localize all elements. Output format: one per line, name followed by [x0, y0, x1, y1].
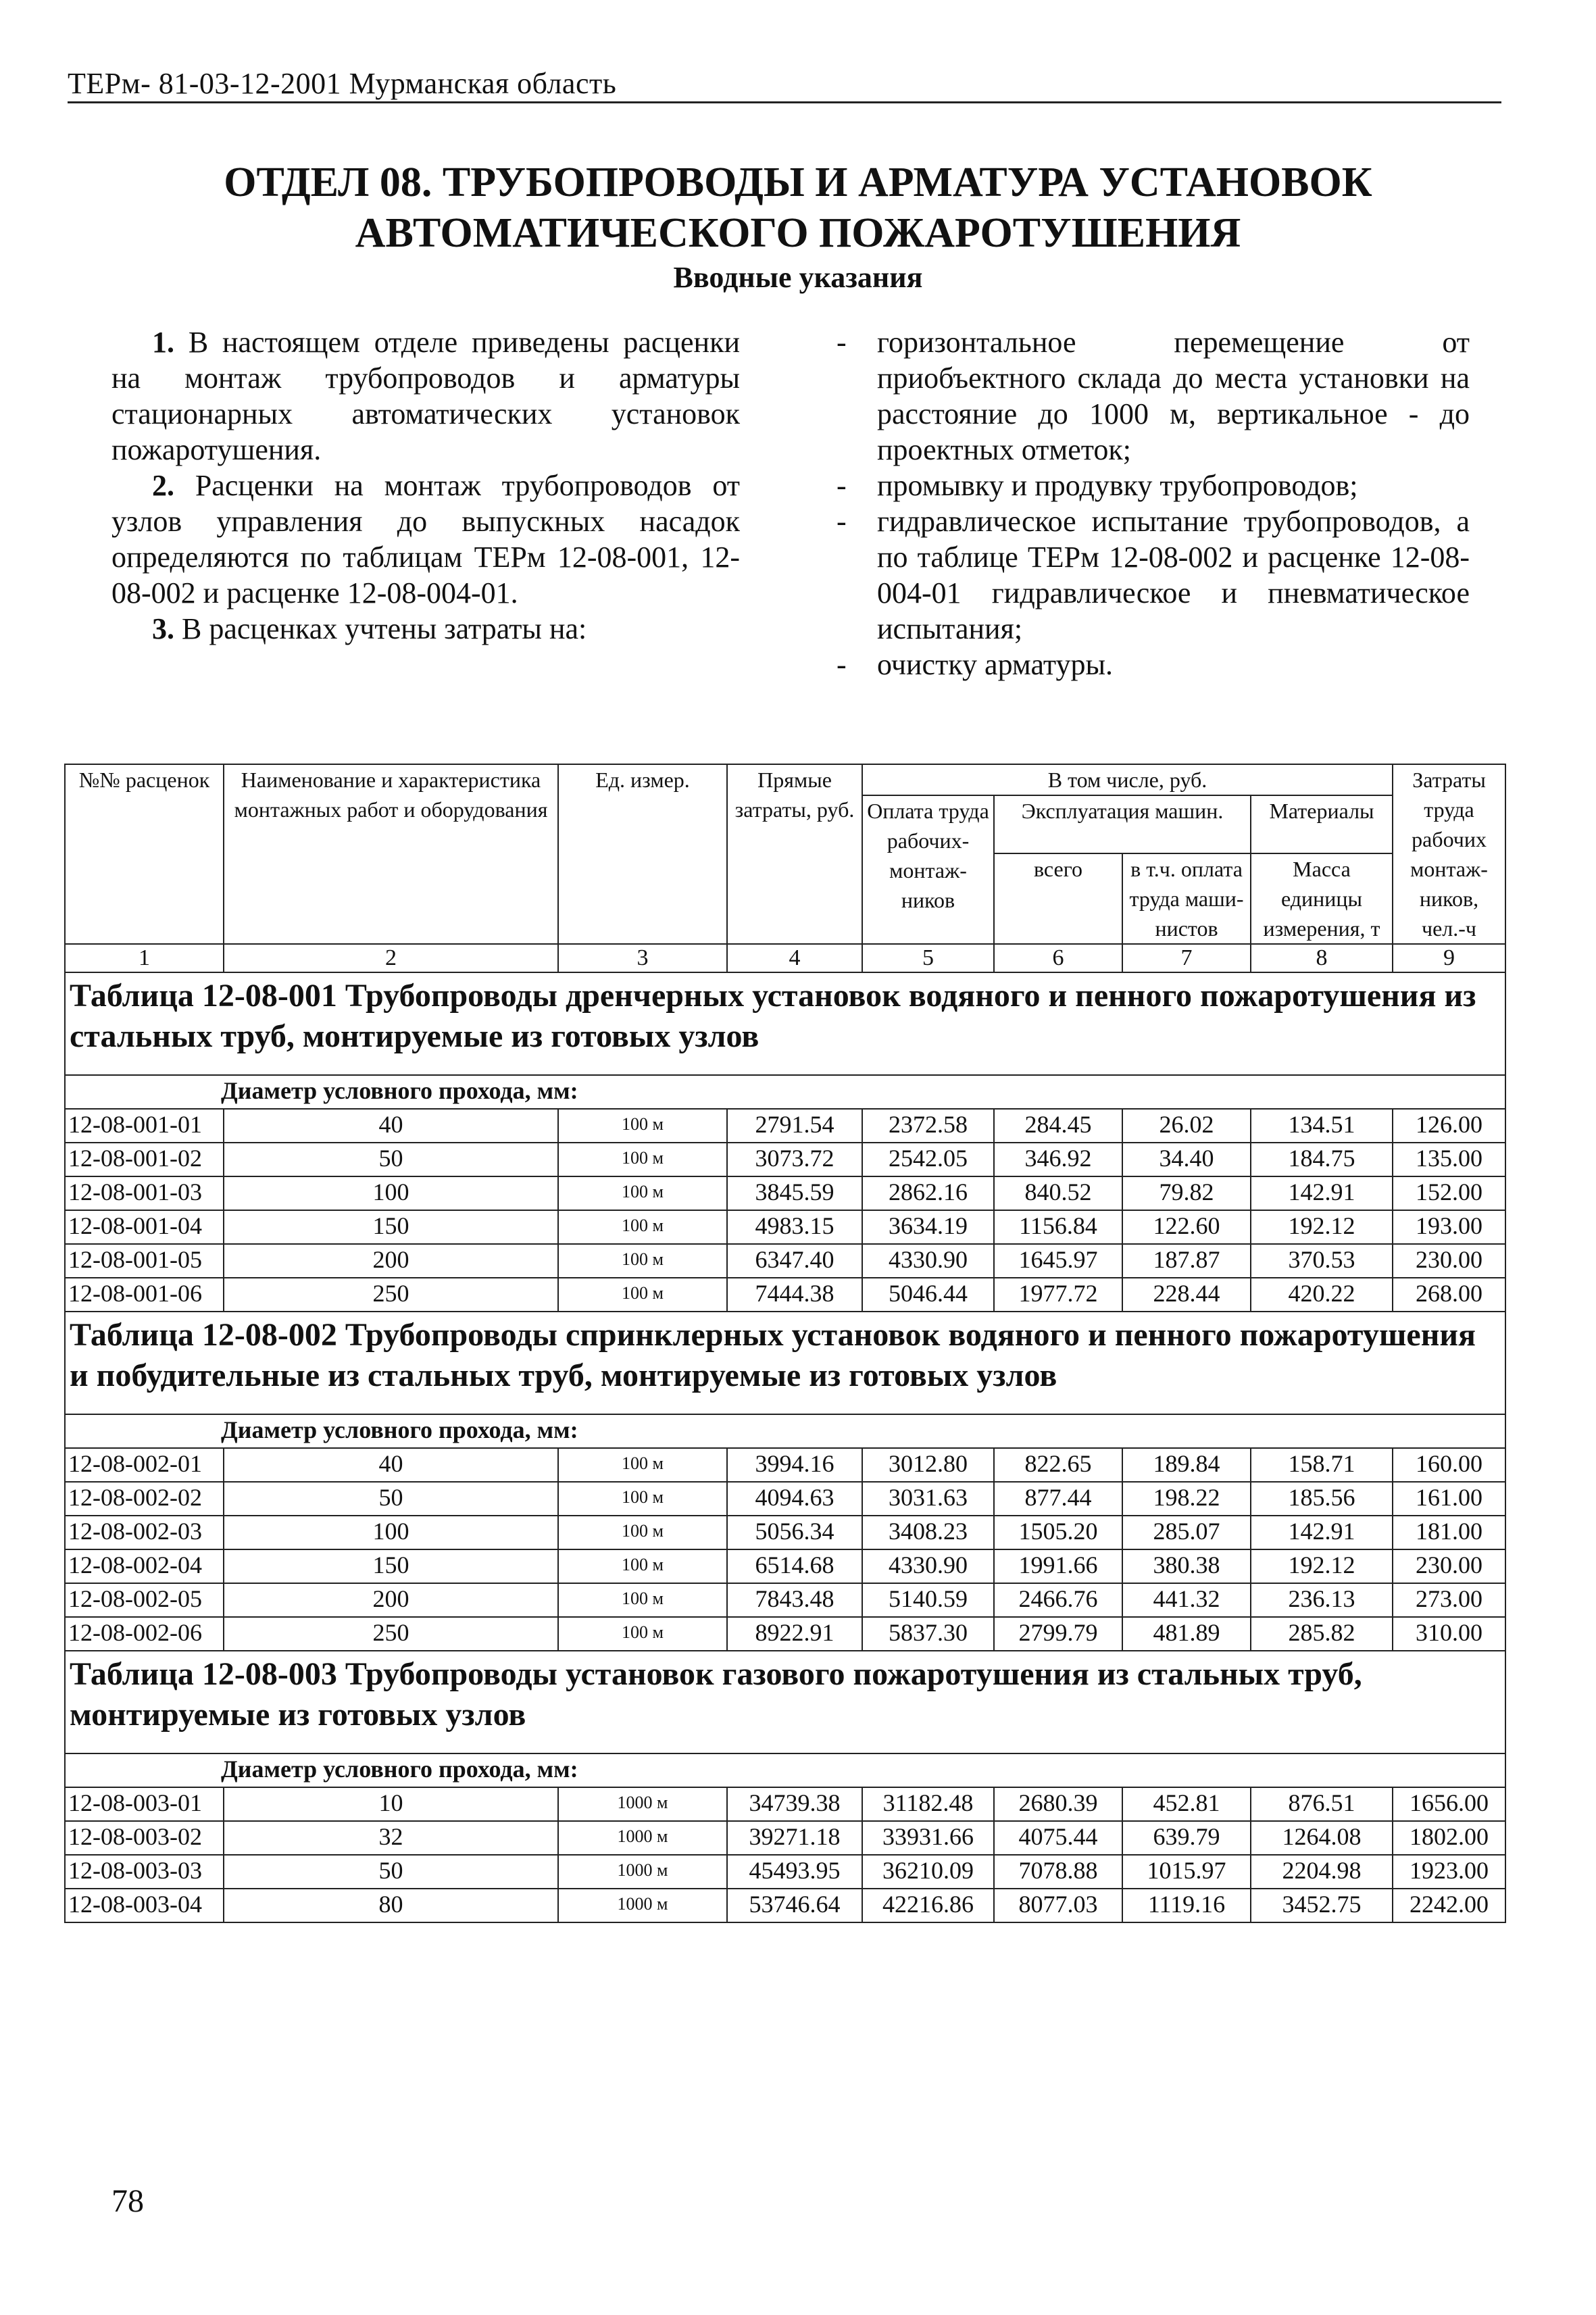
diameter: 50: [224, 1143, 558, 1176]
direct-cost: 7444.38: [727, 1278, 862, 1312]
rate-code: 12-08-003-01: [65, 1787, 224, 1821]
worker-pay: 2372.58: [862, 1109, 994, 1143]
unit: 1000 м: [558, 1855, 727, 1889]
column-number: 9: [1393, 944, 1505, 972]
rate-code: 12-08-002-05: [65, 1583, 224, 1617]
operator-pay: 34.40: [1122, 1143, 1251, 1176]
unit-mass: 285.82: [1251, 1617, 1393, 1651]
worker-pay: 4330.90: [862, 1244, 994, 1278]
operator-pay: 441.32: [1122, 1583, 1251, 1617]
column-number: 1: [65, 944, 224, 972]
table-row: [65, 1583, 1505, 1617]
table-section-title-row: [65, 1312, 1505, 1414]
worker-pay: 31182.48: [862, 1787, 994, 1821]
table-row: [65, 1143, 1505, 1176]
table-row: [65, 1855, 1505, 1889]
col-head-labor-hours: Затраты труда рабочих монтаж-ников, чел.-ч: [1393, 764, 1505, 944]
column-number: 4: [727, 944, 862, 972]
machine-total: 2680.39: [994, 1787, 1122, 1821]
diameter-subheading-row: [65, 1075, 1505, 1109]
rate-code: 12-08-001-02: [65, 1143, 224, 1176]
diameter-subheading-row: [65, 1414, 1505, 1448]
table-row: [65, 1210, 1505, 1244]
operator-pay: 285.07: [1122, 1516, 1251, 1549]
list-item: [831, 503, 1470, 647]
labor-hours: 1923.00: [1393, 1855, 1505, 1889]
list-item: [831, 647, 1470, 682]
direct-cost: 53746.64: [727, 1889, 862, 1922]
unit-mass: 420.22: [1251, 1278, 1393, 1312]
intro-paragraph-2: [111, 468, 740, 611]
rate-code: 12-08-001-01: [65, 1109, 224, 1143]
diameter-subheading-row: [65, 1753, 1505, 1787]
col-head-worker-pay: Оплата труда рабочих-монтаж-ников: [862, 795, 994, 944]
worker-pay: 36210.09: [862, 1855, 994, 1889]
unit-mass: 185.56: [1251, 1482, 1393, 1516]
rate-code: 12-08-002-02: [65, 1482, 224, 1516]
diameter-subheading: Диаметр условного прохода, мм:: [65, 1075, 1505, 1109]
labor-hours: 273.00: [1393, 1583, 1505, 1617]
unit-mass: 142.91: [1251, 1176, 1393, 1210]
diameter: 150: [224, 1549, 558, 1583]
list-dash: -: [837, 505, 847, 538]
machine-total: 1505.20: [994, 1516, 1122, 1549]
col-head-machine-operation: Эксплуатация машин.: [994, 795, 1251, 853]
paragraph-number: 2.: [152, 469, 174, 502]
header-rule: [68, 101, 1501, 103]
table-row: [65, 1617, 1505, 1651]
col-head-operator-pay: в т.ч. оплата труда маши-нистов: [1122, 853, 1251, 944]
table-row: [65, 1516, 1505, 1549]
unit-mass: 876.51: [1251, 1787, 1393, 1821]
worker-pay: 3408.23: [862, 1516, 994, 1549]
rate-code: 12-08-002-01: [65, 1448, 224, 1482]
diameter: 80: [224, 1889, 558, 1922]
rate-code: 12-08-002-06: [65, 1617, 224, 1651]
machine-total: 1156.84: [994, 1210, 1122, 1244]
section-title-line2: АВТОМАТИЧЕСКОГО ПОЖАРОТУШЕНИЯ: [355, 210, 1241, 256]
machine-total: 2466.76: [994, 1583, 1122, 1617]
table-section-title: Таблица 12-08-003 Трубопроводы установок газового пожаротушения из стальных труб, монтируемые из готовых узлов: [65, 1651, 1505, 1753]
labor-hours: 135.00: [1393, 1143, 1505, 1176]
table-row: [65, 1448, 1505, 1482]
paragraph-text: Расценки на монтаж трубопроводов от узлов управления до выпускных насадок определяются по таблицам ТЕРм 12-08-001, 12-08-002 и расценке 12-08-004-01.: [111, 469, 740, 609]
direct-cost: 4983.15: [727, 1210, 862, 1244]
unit: 1000 м: [558, 1821, 727, 1855]
paragraph-text: В расценках учтены затраты на:: [174, 612, 587, 645]
column-number: 5: [862, 944, 994, 972]
table-section-title: Таблица 12-08-002 Трубопроводы спринклерных установок водяного и пенного пожаротушения и побудительные из стальных труб, монтируемые из готовых узлов: [65, 1312, 1505, 1414]
rate-code: 12-08-001-05: [65, 1244, 224, 1278]
diameter: 100: [224, 1516, 558, 1549]
labor-hours: 230.00: [1393, 1244, 1505, 1278]
rate-code: 12-08-002-04: [65, 1549, 224, 1583]
direct-cost: 3845.59: [727, 1176, 862, 1210]
list-dash: -: [837, 469, 847, 502]
direct-cost: 8922.91: [727, 1617, 862, 1651]
worker-pay: 3031.63: [862, 1482, 994, 1516]
worker-pay: 5046.44: [862, 1278, 994, 1312]
table-row: [65, 1278, 1505, 1312]
operator-pay: 639.79: [1122, 1821, 1251, 1855]
worker-pay: 2542.05: [862, 1143, 994, 1176]
unit: 100 м: [558, 1448, 727, 1482]
list-dash: -: [837, 326, 847, 359]
worker-pay: 3012.80: [862, 1448, 994, 1482]
diameter: 40: [224, 1448, 558, 1482]
direct-cost: 45493.95: [727, 1855, 862, 1889]
column-number: 6: [994, 944, 1122, 972]
unit-mass: 3452.75: [1251, 1889, 1393, 1922]
operator-pay: 380.38: [1122, 1549, 1251, 1583]
col-head-machine-total: всего: [994, 853, 1122, 944]
worker-pay: 33931.66: [862, 1821, 994, 1855]
col-head-unit: Ед. измер.: [558, 764, 727, 944]
table-section-title-row: [65, 1651, 1505, 1753]
worker-pay: 42216.86: [862, 1889, 994, 1922]
col-head-description: Наименование и характеристика монтажных работ и оборудования: [224, 764, 558, 944]
operator-pay: 1119.16: [1122, 1889, 1251, 1922]
labor-hours: 161.00: [1393, 1482, 1505, 1516]
worker-pay: 3634.19: [862, 1210, 994, 1244]
unit: 100 м: [558, 1176, 727, 1210]
col-head-materials: Материалы: [1251, 795, 1393, 853]
labor-hours: 152.00: [1393, 1176, 1505, 1210]
labor-hours: 230.00: [1393, 1549, 1505, 1583]
unit-mass: 134.51: [1251, 1109, 1393, 1143]
unit-mass: 236.13: [1251, 1583, 1393, 1617]
unit: 100 м: [558, 1143, 727, 1176]
machine-total: 8077.03: [994, 1889, 1122, 1922]
section-subtitle: Вводные указания: [673, 261, 923, 294]
rates-table: [64, 764, 1506, 1923]
worker-pay: 2862.16: [862, 1176, 994, 1210]
machine-total: 877.44: [994, 1482, 1122, 1516]
intro-paragraph-1: [111, 324, 740, 468]
diameter: 10: [224, 1787, 558, 1821]
unit-mass: 1264.08: [1251, 1821, 1393, 1855]
col-head-rate-number: №№ расценок: [65, 764, 224, 944]
column-number: 7: [1122, 944, 1251, 972]
unit: 1000 м: [558, 1889, 727, 1922]
table-row: [65, 1821, 1505, 1855]
labor-hours: 193.00: [1393, 1210, 1505, 1244]
column-number: 8: [1251, 944, 1393, 972]
rate-code: 12-08-003-04: [65, 1889, 224, 1922]
machine-total: 7078.88: [994, 1855, 1122, 1889]
unit-mass: 192.12: [1251, 1210, 1393, 1244]
rate-code: 12-08-003-03: [65, 1855, 224, 1889]
operator-pay: 1015.97: [1122, 1855, 1251, 1889]
table-row: [65, 1787, 1505, 1821]
unit: 100 м: [558, 1583, 727, 1617]
list-item: [831, 468, 1470, 503]
page-number: 78: [111, 2183, 144, 2219]
list-dash: -: [837, 648, 847, 681]
direct-cost: 7843.48: [727, 1583, 862, 1617]
labor-hours: 310.00: [1393, 1617, 1505, 1651]
table-row: [65, 1482, 1505, 1516]
table-row: [65, 1549, 1505, 1583]
rate-code: 12-08-001-04: [65, 1210, 224, 1244]
unit: 1000 м: [558, 1787, 727, 1821]
direct-cost: 5056.34: [727, 1516, 862, 1549]
rate-code: 12-08-001-06: [65, 1278, 224, 1312]
unit: 100 м: [558, 1482, 727, 1516]
unit: 100 м: [558, 1210, 727, 1244]
unit: 100 м: [558, 1516, 727, 1549]
unit-mass: 192.12: [1251, 1549, 1393, 1583]
operator-pay: 452.81: [1122, 1787, 1251, 1821]
direct-cost: 3073.72: [727, 1143, 862, 1176]
operator-pay: 26.02: [1122, 1109, 1251, 1143]
diameter: 50: [224, 1855, 558, 1889]
col-head-direct-costs: Прямые затраты, руб.: [727, 764, 862, 944]
machine-total: 346.92: [994, 1143, 1122, 1176]
list-item-text: очистку арматуры.: [877, 648, 1114, 681]
unit: 100 м: [558, 1244, 727, 1278]
operator-pay: 187.87: [1122, 1244, 1251, 1278]
unit: 100 м: [558, 1617, 727, 1651]
table-row: [65, 1109, 1505, 1143]
machine-total: 2799.79: [994, 1617, 1122, 1651]
worker-pay: 4330.90: [862, 1549, 994, 1583]
section-title-line1: ОТДЕЛ 08. ТРУБОПРОВОДЫ И АРМАТУРА УСТАНОВОК: [224, 159, 1372, 205]
labor-hours: 160.00: [1393, 1448, 1505, 1482]
table-row: [65, 1176, 1505, 1210]
diameter: 250: [224, 1278, 558, 1312]
list-item: [831, 324, 1470, 468]
diameter-subheading: Диаметр условного прохода, мм:: [65, 1414, 1505, 1448]
worker-pay: 5837.30: [862, 1617, 994, 1651]
running-header: ТЕРм- 81-03-12-2001 Мурманская область: [68, 67, 617, 100]
list-item-text: горизонтальное перемещение от приобъектного склада до места установки на расстояние до 1000 м, вертикальное - до проектных отметок;: [877, 326, 1470, 466]
machine-total: 284.45: [994, 1109, 1122, 1143]
operator-pay: 79.82: [1122, 1176, 1251, 1210]
diameter: 32: [224, 1821, 558, 1855]
machine-total: 1645.97: [994, 1244, 1122, 1278]
rate-code: 12-08-003-02: [65, 1821, 224, 1855]
unit-mass: 158.71: [1251, 1448, 1393, 1482]
direct-cost: 3994.16: [727, 1448, 862, 1482]
rate-code: 12-08-001-03: [65, 1176, 224, 1210]
operator-pay: 228.44: [1122, 1278, 1251, 1312]
operator-pay: 481.89: [1122, 1617, 1251, 1651]
machine-total: 840.52: [994, 1176, 1122, 1210]
paragraph-number: 1.: [152, 326, 174, 359]
labor-hours: 126.00: [1393, 1109, 1505, 1143]
direct-cost: 6347.40: [727, 1244, 862, 1278]
labor-hours: 1656.00: [1393, 1787, 1505, 1821]
unit: 100 м: [558, 1109, 727, 1143]
column-number: 2: [224, 944, 558, 972]
operator-pay: 122.60: [1122, 1210, 1251, 1244]
direct-cost: 2791.54: [727, 1109, 862, 1143]
machine-total: 822.65: [994, 1448, 1122, 1482]
table-row: [65, 1889, 1505, 1922]
unit: 100 м: [558, 1549, 727, 1583]
unit-mass: 2204.98: [1251, 1855, 1393, 1889]
labor-hours: 1802.00: [1393, 1821, 1505, 1855]
paragraph-number: 3.: [152, 612, 174, 645]
direct-cost: 39271.18: [727, 1821, 862, 1855]
column-number: 3: [558, 944, 727, 972]
labor-hours: 181.00: [1393, 1516, 1505, 1549]
diameter: 100: [224, 1176, 558, 1210]
list-item-text: гидравлическое испытание трубопроводов, а по таблице ТЕРм 12-08-002 и расценке 12-08-004-01 гидравлическое и пневматическое испытания;: [877, 505, 1470, 645]
diameter-subheading: Диаметр условного прохода, мм:: [65, 1753, 1505, 1787]
machine-total: 1991.66: [994, 1549, 1122, 1583]
unit-mass: 184.75: [1251, 1143, 1393, 1176]
labor-hours: 268.00: [1393, 1278, 1505, 1312]
intro-paragraph-3: [111, 611, 740, 647]
table-section-title-row: [65, 972, 1505, 1075]
machine-total: 1977.72: [994, 1278, 1122, 1312]
diameter: 150: [224, 1210, 558, 1244]
paragraph-text: В настоящем отделе приведены расценки на монтаж трубопроводов и арматуры стационарных автоматических установок пожаротушения.: [111, 326, 740, 466]
table-section-title: Таблица 12-08-001 Трубопроводы дренчерных установок водяного и пенного пожаротушения из стальных труб, монтируемые из готовых узлов: [65, 972, 1505, 1075]
diameter: 50: [224, 1482, 558, 1516]
direct-cost: 34739.38: [727, 1787, 862, 1821]
operator-pay: 189.84: [1122, 1448, 1251, 1482]
unit-mass: 370.53: [1251, 1244, 1393, 1278]
table-row: [65, 1244, 1505, 1278]
intro-left-column: [111, 324, 740, 647]
worker-pay: 5140.59: [862, 1583, 994, 1617]
unit: 100 м: [558, 1278, 727, 1312]
labor-hours: 2242.00: [1393, 1889, 1505, 1922]
diameter: 250: [224, 1617, 558, 1651]
column-number-row: [65, 944, 1505, 972]
intro-right-column: [831, 324, 1470, 682]
col-head-group-including: В том числе, руб.: [862, 764, 1393, 795]
operator-pay: 198.22: [1122, 1482, 1251, 1516]
rate-code: 12-08-002-03: [65, 1516, 224, 1549]
list-item-text: промывку и продувку трубопроводов;: [877, 469, 1358, 502]
unit-mass: 142.91: [1251, 1516, 1393, 1549]
diameter: 40: [224, 1109, 558, 1143]
machine-total: 4075.44: [994, 1821, 1122, 1855]
direct-cost: 6514.68: [727, 1549, 862, 1583]
diameter: 200: [224, 1244, 558, 1278]
col-head-unit-mass: Масса единицы измерения, т: [1251, 853, 1393, 944]
direct-cost: 4094.63: [727, 1482, 862, 1516]
diameter: 200: [224, 1583, 558, 1617]
